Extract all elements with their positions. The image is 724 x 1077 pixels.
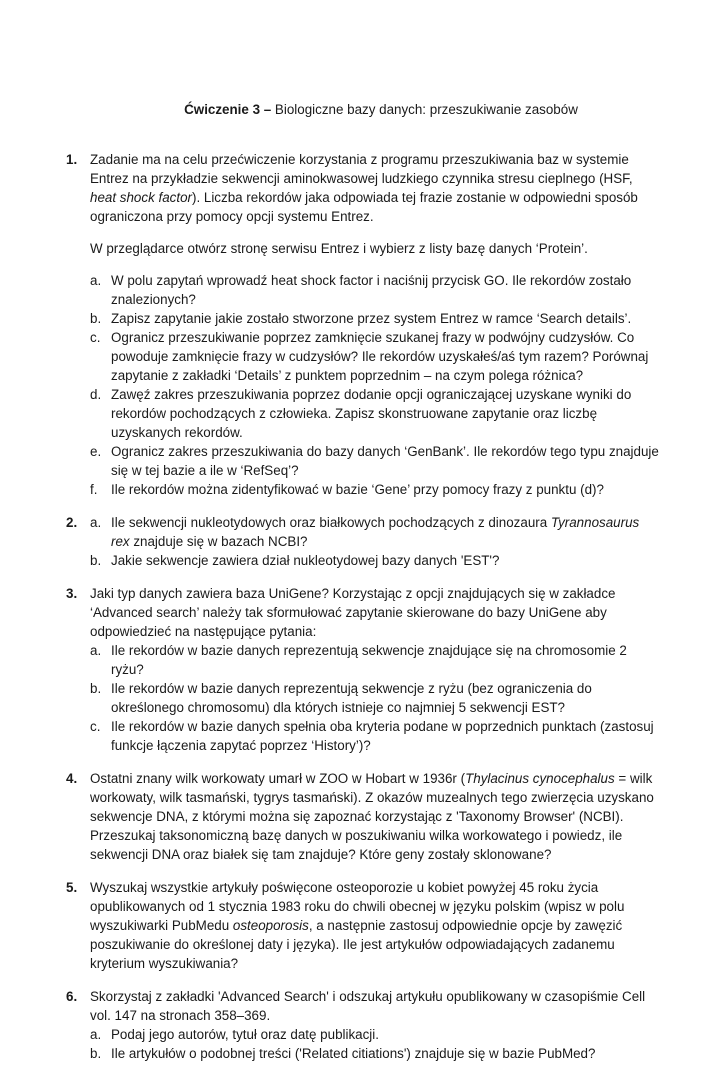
italic-term: heat shock factor [90,190,192,205]
text-segment: W przeglądarce otwórz stronę serwisu Entrez i wybierz z listy bazę danych ‘Protein’. [90,241,588,256]
exercise-number: Ćwiczenie 3 – [184,102,272,117]
task-number: 2. [66,515,78,530]
italic-term: Thylacinus cynocephalus [465,771,615,786]
task-number: 6. [66,989,78,1004]
subtask-letter: b. [90,311,102,326]
text-segment: Ile sekwencji nukleotydowych oraz białkowych pochodzących z dinozaura [111,515,551,530]
subtask-item [90,551,660,570]
task-item [66,878,660,973]
subtask-text [111,1027,379,1042]
text-segment: Zawęź zakres przeszukiwania poprzez dodanie opcji ograniczającej uzyskane wyniki do rekordów pochodzących z człowieka. Zapisz skonstruowane zapytanie oraz liczbę uzyskanych rekordów. [111,387,632,440]
text-segment: Jakie sekwencje zawiera dział nukleotydowej bazy danych 'EST'? [111,553,500,568]
subtask-item [90,309,660,328]
subtask-item [90,442,660,480]
subtask-text [111,643,627,677]
task-item [66,150,660,499]
subtask-text [111,719,654,753]
task-item [66,987,660,1063]
text-segment: Podaj jego autorów, tytuł oraz datę publikacji. [111,1027,379,1042]
exercise-list [66,150,660,1077]
subtask-item [90,480,660,499]
text-segment: Wyszukaj wszystkie artykuły poświęcone osteoporozie u kobiet powyżej 45 roku życia opublikowanych od 1 stycznia 1983 roku do chwili obecnej w języku polskim (wpisz w polu wyszukiwarki PubMedu [90,880,625,933]
text-segment: Ile rekordów w bazie danych reprezentują sekwencje z ryżu (bez ograniczenia do określonego chromosomu) dla których istnieje co najmniej 5 sekwencji EST? [111,681,592,715]
task-item [66,769,660,864]
text-segment: Ogranicz przeszukiwanie poprzez zamknięcie szukanej frazy w podwójny cudzysłów. Co powoduje zamknięcie frazy w cudzysłów? Ile rekordów uzyskałeś/aś tym razem? Porównaj zapytanie z zakładki ‘Details’ z punktem poprzednim – na czym polega różnica? [111,330,649,383]
subtask-letter: a. [90,515,102,530]
text-segment: ). Liczba rekordów jaka odpowiada tej frazie zostanie w odpowiedni sposób ograniczona przy pomocy opcji systemu Entrez. [90,190,638,224]
subtask-text [111,330,648,383]
page-title [0,100,724,119]
subtask-text [111,515,639,549]
subtask-text [111,482,604,497]
text-segment: Ile artykułów o podobnej treści ('Related citiations') znajduje się w bazie PubMed? [111,1046,596,1061]
text-segment: = wilk workowaty, wilk tasmański, tygrys tasmański). Z okazów muzealnych tego zwierzęcia uzyskano sekwencje DNA, z którymi można się zapoznać korzystając z 'Taxonomy Browser' (NCBI). Przeszukaj taksonomiczną bazę danych w poszukiwaniu wilka workowatego i powiedz, ile sekwencji DNA oraz białek się tam znajduje? Które geny zostały sklonowane? [90,771,654,862]
task-item [66,513,660,570]
subtask-item [90,641,660,679]
task-paragraph [90,239,660,258]
subtask-item [90,328,660,385]
subtask-text [111,311,631,326]
text-segment: Jaki typ danych zawiera baza UniGene? Korzystając z opcji znajdujących się w zakładce ‘Advanced search’ należy tak sformułować zapytanie skierowane do bazy UniGene aby odpowiedzieć na następujące pytania: [90,586,616,639]
task-number: 5. [66,880,78,895]
text-segment: znajduje się w bazach NCBI? [129,534,308,549]
subtask-item [90,679,660,717]
subtask-letter: b. [90,681,102,696]
subtask-letter: a. [90,643,102,658]
subtask-letter: d. [90,387,102,402]
subtask-text [111,1046,595,1061]
text-segment: Ogranicz zakres przeszukiwania do bazy danych ‘GenBank’. Ile rekordów tego typu znajduje się w tej bazie a ile w ‘RefSeq’? [111,444,659,478]
italic-term: Tyrannosaurus rex [111,515,640,549]
text-segment: Ile rekordów w bazie danych spełnia oba kryteria podane w poprzednich punktach (zastosuj funkcje łączenia zapytać poprzez ‘History’)? [111,719,654,753]
subtask-item [90,1044,660,1063]
task-paragraph [90,769,660,864]
task-number: 1. [66,152,78,167]
text-segment: Zapisz zapytanie jakie zostało stworzone przez system Entrez w ramce ‘Search details’. [111,311,632,326]
text-segment: Ostatni znany wilk workowaty umarł w ZOO w Hobart w 1936r ( [90,771,466,786]
text-segment: W polu zapytań wprowadź heat shock factor i naciśnij przycisk GO. Ile rekordów zostało znalezionych? [111,273,632,307]
subtask-item [90,1025,660,1044]
subtask-item [90,717,660,755]
subtask-letter: c. [90,330,101,345]
italic-term: osteoporosis [232,918,309,933]
subtask-item [90,385,660,442]
text-segment: Skorzystaj z zakładki 'Advanced Search' i odszukaj artykułu opublikowany w czasopiśmie Cell vol. 147 na stronach 358–369. [90,989,646,1023]
text-segment: , a następnie zastosuj odpowiednie opcje by zawęzić poszukiwanie do określonej daty i języka). Ile jest artykułów odpowiadających zadanemu kryterium wyszukiwania? [90,918,623,971]
subtask-text [111,387,631,440]
subtask-letter: e. [90,444,102,459]
subtask-letter: c. [90,719,101,734]
subtask-text [111,681,592,715]
subtask-letter: b. [90,1046,102,1061]
subtask-letter: f. [90,482,98,497]
task-paragraph [90,878,660,973]
subtask-letter: b. [90,553,102,568]
task-paragraph [90,584,660,641]
text-segment: Ile rekordów można zidentyfikować w bazie ‘Gene’ przy pomocy frazy z punktu (d)? [111,482,604,497]
task-paragraph [90,150,660,226]
subtask-text [111,273,631,307]
exercise-title: Biologiczne bazy danych: przeszukiwanie zasobów [271,102,578,117]
text-segment: Zadanie ma na celu przećwiczenie korzystania z programu przeszukiwania baz w systemie Entrez na przykładzie sekwencji aminokwasowej ludzkiego czynnika stresu cieplnego (HSF, [90,152,633,186]
task-item [66,584,660,755]
subtask-text [111,444,659,478]
subtask-letter: a. [90,1027,102,1042]
subtask-letter: a. [90,273,102,288]
subtask-item [90,513,660,551]
subtask-text [111,553,499,568]
task-number: 3. [66,586,78,601]
subtask-item [90,271,660,309]
text-segment: Ile rekordów w bazie danych reprezentują sekwencje znajdujące się na chromosomie 2 ryżu? [111,643,627,677]
task-number: 4. [66,771,78,786]
task-paragraph [90,987,660,1025]
